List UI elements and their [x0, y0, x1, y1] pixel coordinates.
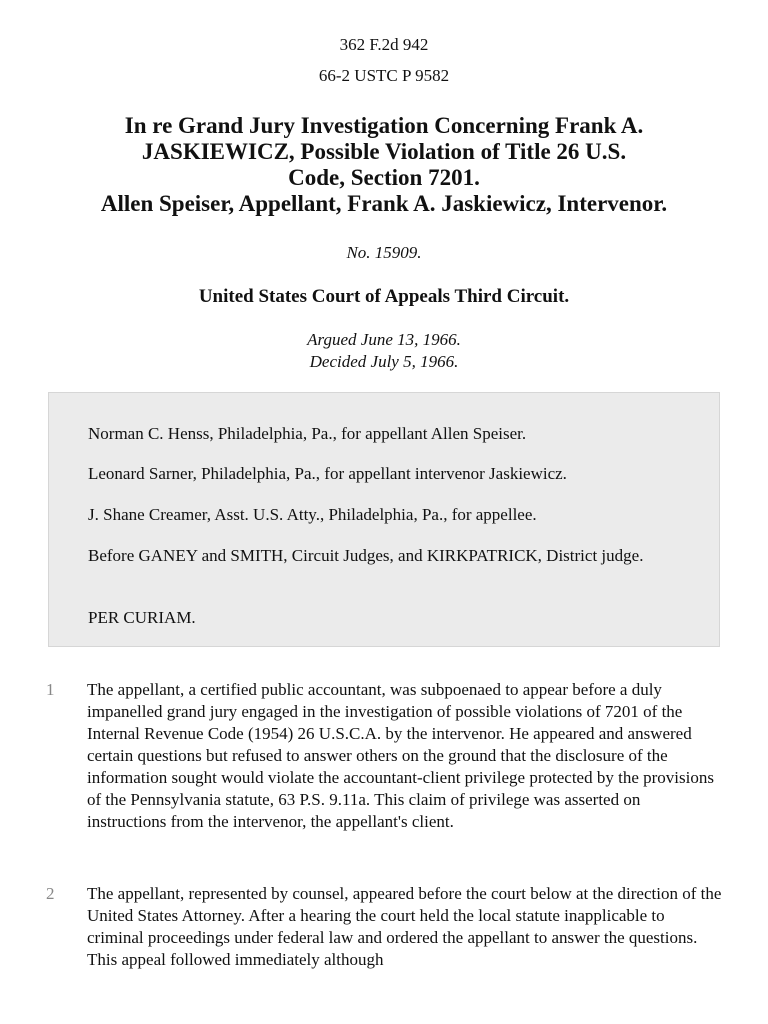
per-curiam-label: PER CURIAM.: [88, 608, 196, 627]
argued-date: Argued June 13, 1966.: [307, 330, 461, 349]
case-title-line-4: Allen Speiser, Appellant, Frank A. Jaskiewicz, Intervenor.: [100, 191, 668, 216]
paragraph-text: The appellant, represented by counsel, appeared before the court below at the direction of the United States Attorney. After a hearing the court held the local statute inapplicable to criminal proceedings under federal law and ordered the appellant to answer the questions. This appeal followed immediately although: [87, 884, 722, 969]
case-title-line-2: JASKIEWICZ, Possible Violation of Title 26 U.S.: [141, 139, 627, 164]
bench-judges: Before GANEY and SMITH, Circuit Judges, and KIRKPATRICK, District judge.: [88, 546, 644, 565]
opinion-paragraph-2: [0, 883, 768, 1024]
paragraph-number: 1: [46, 680, 55, 699]
opinion-paragraph-1: [0, 679, 768, 855]
docket-number: No. 15909.: [346, 243, 422, 262]
court-name: United States Court of Appeals Third Circuit.: [198, 286, 570, 307]
counsel-box: [48, 392, 720, 647]
case-title: [60, 113, 708, 217]
case-dates: [0, 329, 768, 373]
paragraph-number: 2: [46, 884, 55, 903]
citation-tax-cases: 66-2 USTC P 9582: [318, 66, 450, 85]
counsel-appellee: J. Shane Creamer, Asst. U.S. Atty., Philadelphia, Pa., for appellee.: [88, 505, 537, 524]
counsel-appellant: Norman C. Henss, Philadelphia, Pa., for appellant Allen Speiser.: [88, 424, 527, 443]
counsel-intervenor: Leonard Sarner, Philadelphia, Pa., for appellant intervenor Jaskiewicz.: [88, 464, 567, 483]
paragraph-text: The appellant, a certified public accountant, was subpoenaed to appear before a duly impanelled grand jury engaged in the investigation of possible violations of 7201 of the Internal Revenue Code (1954) 26 U.S.C.A. by the intervenor. He appeared and answered certain questions but refused to answer others on the ground that the disclosure of the information sought would violate the accountant-client privilege protected by the provisions of the Pennsylvania statute, 63 P.S. 9.11a. This claim of privilege was asserted on instructions from the intervenor, the appellant's client.: [87, 680, 714, 831]
decided-date: Decided July 5, 1966.: [309, 352, 459, 371]
case-title-line-1: In re Grand Jury Investigation Concerning Frank A.: [124, 113, 644, 138]
citation-reporter: 362 F.2d 942: [339, 35, 429, 54]
case-title-line-3: Code, Section 7201.: [288, 165, 480, 190]
